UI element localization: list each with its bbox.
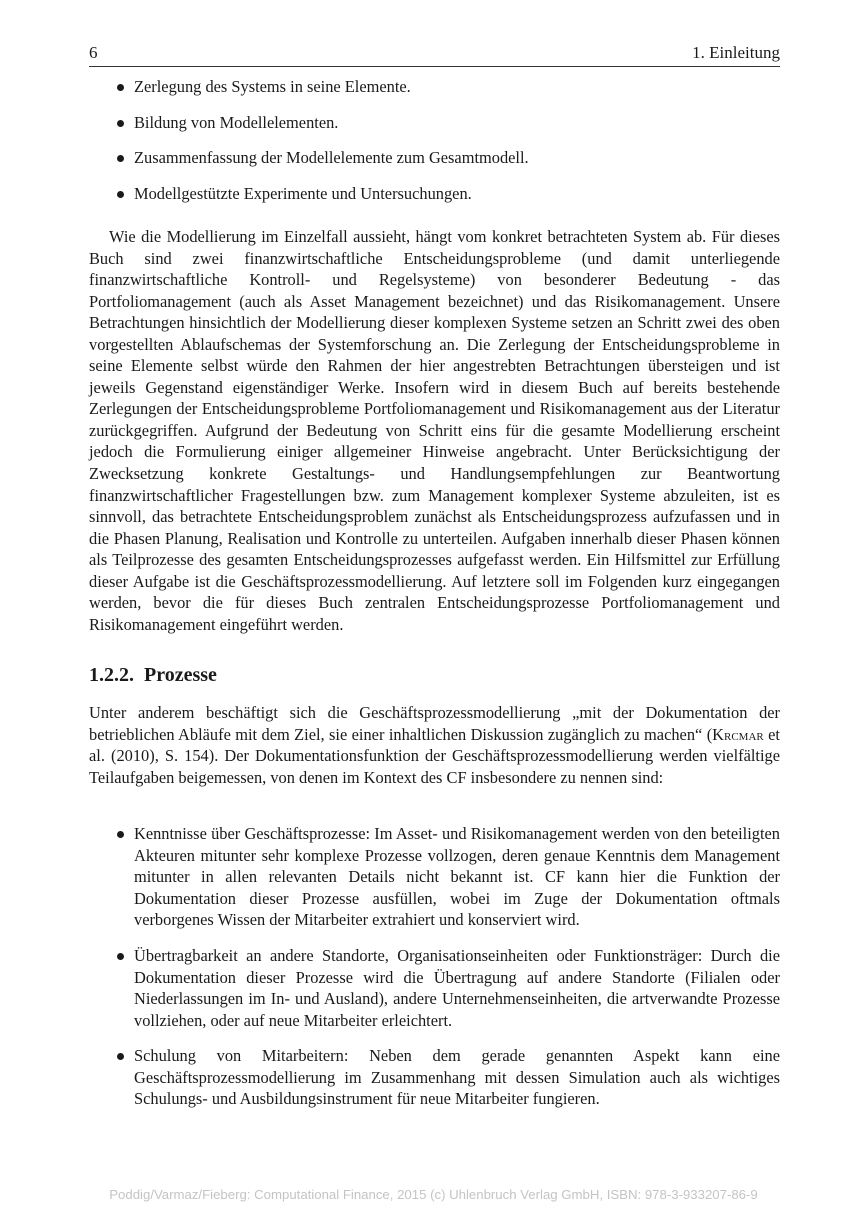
bullet-icon bbox=[117, 84, 124, 91]
list-item: Kenntnisse über Geschäftsprozesse: Im Asset- und Risikomanagement werden von den beteiligten Akteuren mitunter sehr komplexe Prozesse vollzogen, deren genaue Kenntnis dem Management mitunter in allen relevanten Details nicht bekannt ist. CF kann hier die Funktion der Dokumentation dieser Prozesse ausfüllen, wobei im Zuge der Dokumentation oftmals verborgenes Wissen der Mitarbeiter extrahiert und konserviert wird. bbox=[89, 823, 780, 931]
list-item: Zusammenfassung der Modellelemente zum Gesamtmodell. bbox=[89, 147, 780, 169]
list-item: Übertragbarkeit an andere Standorte, Organisationseinheiten oder Funktionsträger: Durch die Dokumentation dieser Prozesse wird die Übertragung auf andere Standorte (Filialen oder Niederlassungen im In- und Ausland), andere Unternehmenseinheiten, die artverwandte Prozesse vollziehen, oder auf neue Mitarbeiter erleichtert. bbox=[89, 945, 780, 1031]
chapter-title: 1. Einleitung bbox=[692, 43, 780, 62]
modeling-steps-list bbox=[89, 76, 780, 219]
bullet-icon bbox=[117, 953, 124, 960]
citation-author: Krcmar bbox=[712, 724, 764, 744]
bullet-icon bbox=[117, 120, 124, 127]
bullet-icon bbox=[117, 191, 124, 198]
section-number: 1.2.2. bbox=[89, 664, 134, 686]
list-item: Schulung von Mitarbeitern: Neben dem gerade genannten Aspekt kann eine Geschäftsprozessmodellierung im Zusammenhang mit dessen Simulation auch als wichtiges Schulungs- und Ausbildungsinstrument für neue Mitarbeiter fungieren. bbox=[89, 1045, 780, 1110]
list-item: Modellgestützte Experimente und Untersuchungen. bbox=[89, 183, 780, 205]
copyright-footer: Poddig/Varmaz/Fieberg: Computational Finance, 2015 (c) Uhlenbruch Verlag GmbH, ISBN: 978-3-933207-86-9 bbox=[109, 1187, 758, 1202]
section-heading bbox=[89, 662, 217, 688]
bullet-icon bbox=[117, 1053, 124, 1060]
page-number: 6 bbox=[89, 43, 98, 62]
list-item: Zerlegung des Systems in seine Elemente. bbox=[89, 76, 780, 98]
bullet-icon bbox=[117, 831, 124, 838]
list-item: Bildung von Modellelementen. bbox=[89, 112, 780, 134]
body-paragraph: Wie die Modellierung im Einzelfall aussieht, hängt vom konkret betrachteten System ab. Für dieses Buch sind zwei finanzwirtschaftliche Entscheidungsprobleme (und damit unterliegende finanzwirtschaftliche Kontroll- und Regelsysteme) von besonderer Bedeutung - das Portfoliomanagement (auch als Asset Management bezeichnet) und das Risikomanagement. Unsere Betrachtungen hinsichtlich der Modellierung dieser komplexen Systeme setzen an Schritt zwei des oben vorgestellten Ablaufschemas der Systemforschung an. Die Zerlegung der Entscheidungsprobleme in seine Elemente selbst würde den Rahmen der hier angestrebten Betrachtungen übersteigen und ist jeweils Gegenstand eigenständiger Werke. Insofern wird in diesem Buch auf bereits bestehende Zerlegungen der Entscheidungsprobleme Portfoliomanagement und Risikomanagement aus der Literatur zurückgegriffen. Aufgrund der Bedeutung von Schritt eins für die gesamte Modellierung erscheint jedoch die Formulierung einiger allgemeiner Hinweise angebracht. Unter Berücksichtigung der Zwecksetzung konkrete Gestaltungs- und Handlungsempfehlungen zur Beantwortung finanzwirtschaftlicher Fragestellungen bzw. zum Management komplexer Systeme abzuleiten, ist es sinnvoll, das betrachtete Entscheidungsproblem zunächst als Entscheidungsprozess aufzufassen und in die Phasen Planung, Realisation und Kontrolle zu unterteilen. Aufgaben innerhalb dieser Phasen können als Teilprozesse des gesamten Entscheidungsprozesses aufgefasst werden. Ein Hilfsmittel zur Erfüllung dieser Aufgabe ist die Geschäftsprozessmodellierung. Auf letztere soll im Folgenden kurz eingegangen werden, bevor die für dieses Buch zentralen Entscheidungsprozesse Portfoliomanagement und Risikomanagement eingeführt werden. bbox=[89, 227, 780, 634]
bullet-icon bbox=[117, 155, 124, 162]
section-title: Prozesse bbox=[144, 664, 217, 686]
running-head bbox=[89, 42, 780, 67]
body-paragraph: Unter anderem beschäftigt sich die Geschäftsprozessmodellierung „mit der Dokumentation der betrieblichen Abläufe mit dem Ziel, sie einer inhaltlichen Diskussion zugänglich zu machen“ (Krcmar et al. (2010), S. 154). Der Dokumentationsfunktion der Geschäftsprozessmodellierung werden vielfältige Teilaufgaben beigemessen, von denen im Kontext des CF insbesondere zu nennen sind: bbox=[89, 703, 780, 787]
